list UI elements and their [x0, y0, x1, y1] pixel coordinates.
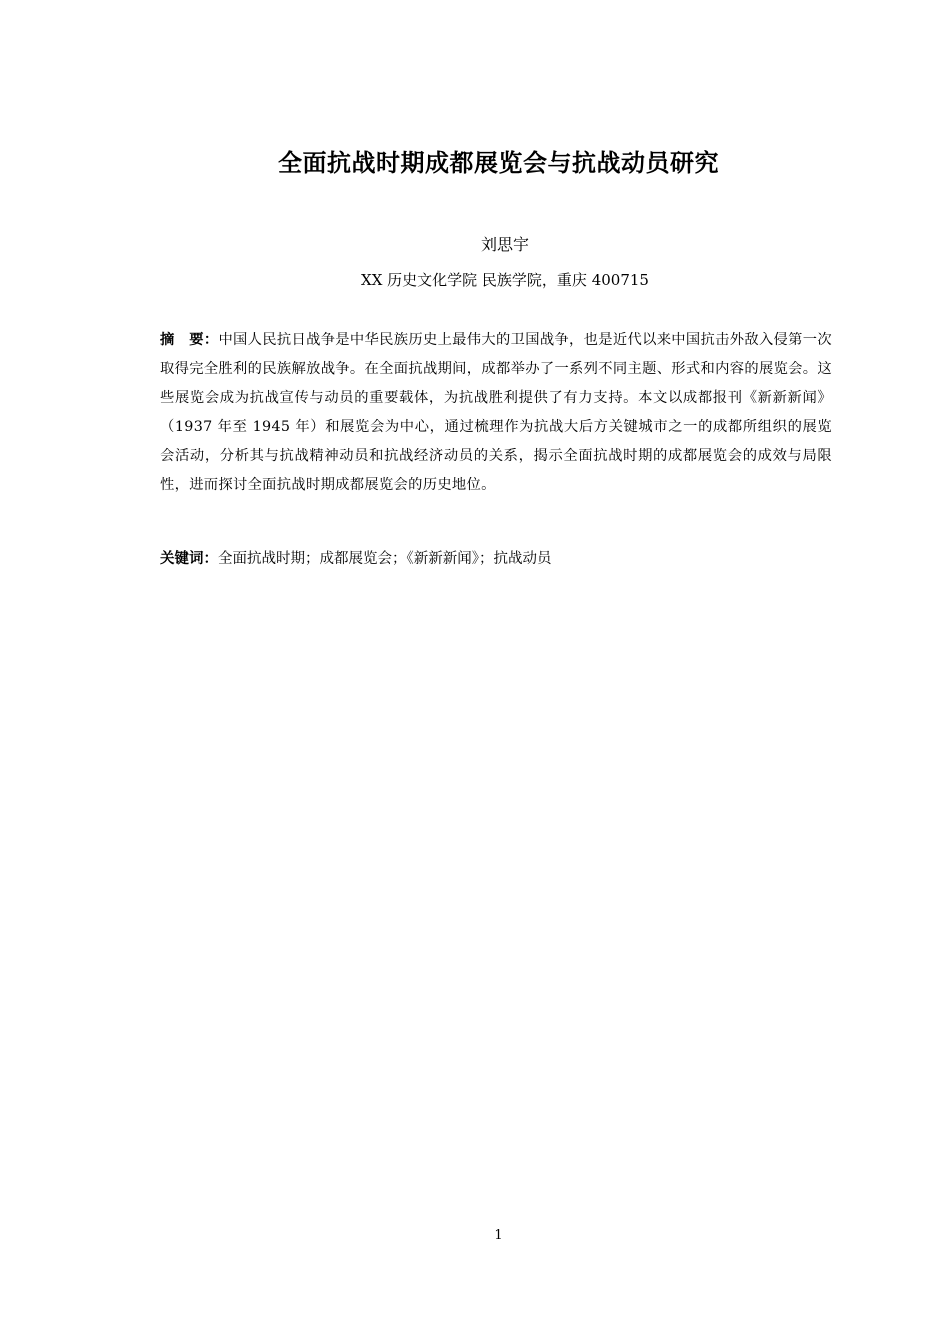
author-name: 刘思宇: [480, 235, 529, 254]
keywords-text: 全面抗战时期；成都展览会；《新新新闻》；抗战动员: [218, 551, 552, 567]
page-number: 1: [494, 1228, 503, 1243]
paper-title: 全面抗战时期成都展览会与抗战动员研究: [278, 149, 719, 177]
author-affiliation: XX 历史文化学院 民族学院，重庆 400715: [361, 271, 649, 289]
abstract-text: 中国人民抗日战争是中华民族历史上最伟大的卫国战争，也是近代以来中国抗击外敌入侵第一次取得完全胜利的民族解放战争。在全面抗战期间，成都举办了一系列不同主题、形式和内容的展览会。这些展览会成为抗战宣传与动员的重要载体，为抗战胜利提供了有力支持。本文以成都报刊《新新新闻》（1937 年至 1945 年）和展览会为中心，通过梳理作为抗战大后方关键城市之一的成都所组织的展览会活动，分析其与抗战精神动员和抗战经济动员的关系，揭示全面抗战时期的成都展览会的成效与局限性，进而探讨全面抗战时期成都展览会的历史地位。: [160, 332, 832, 493]
keywords-label: 关键词：: [160, 551, 218, 567]
abstract-label: 摘 要：: [160, 332, 219, 348]
keywords: [160, 547, 832, 571]
abstract: [160, 326, 832, 500]
